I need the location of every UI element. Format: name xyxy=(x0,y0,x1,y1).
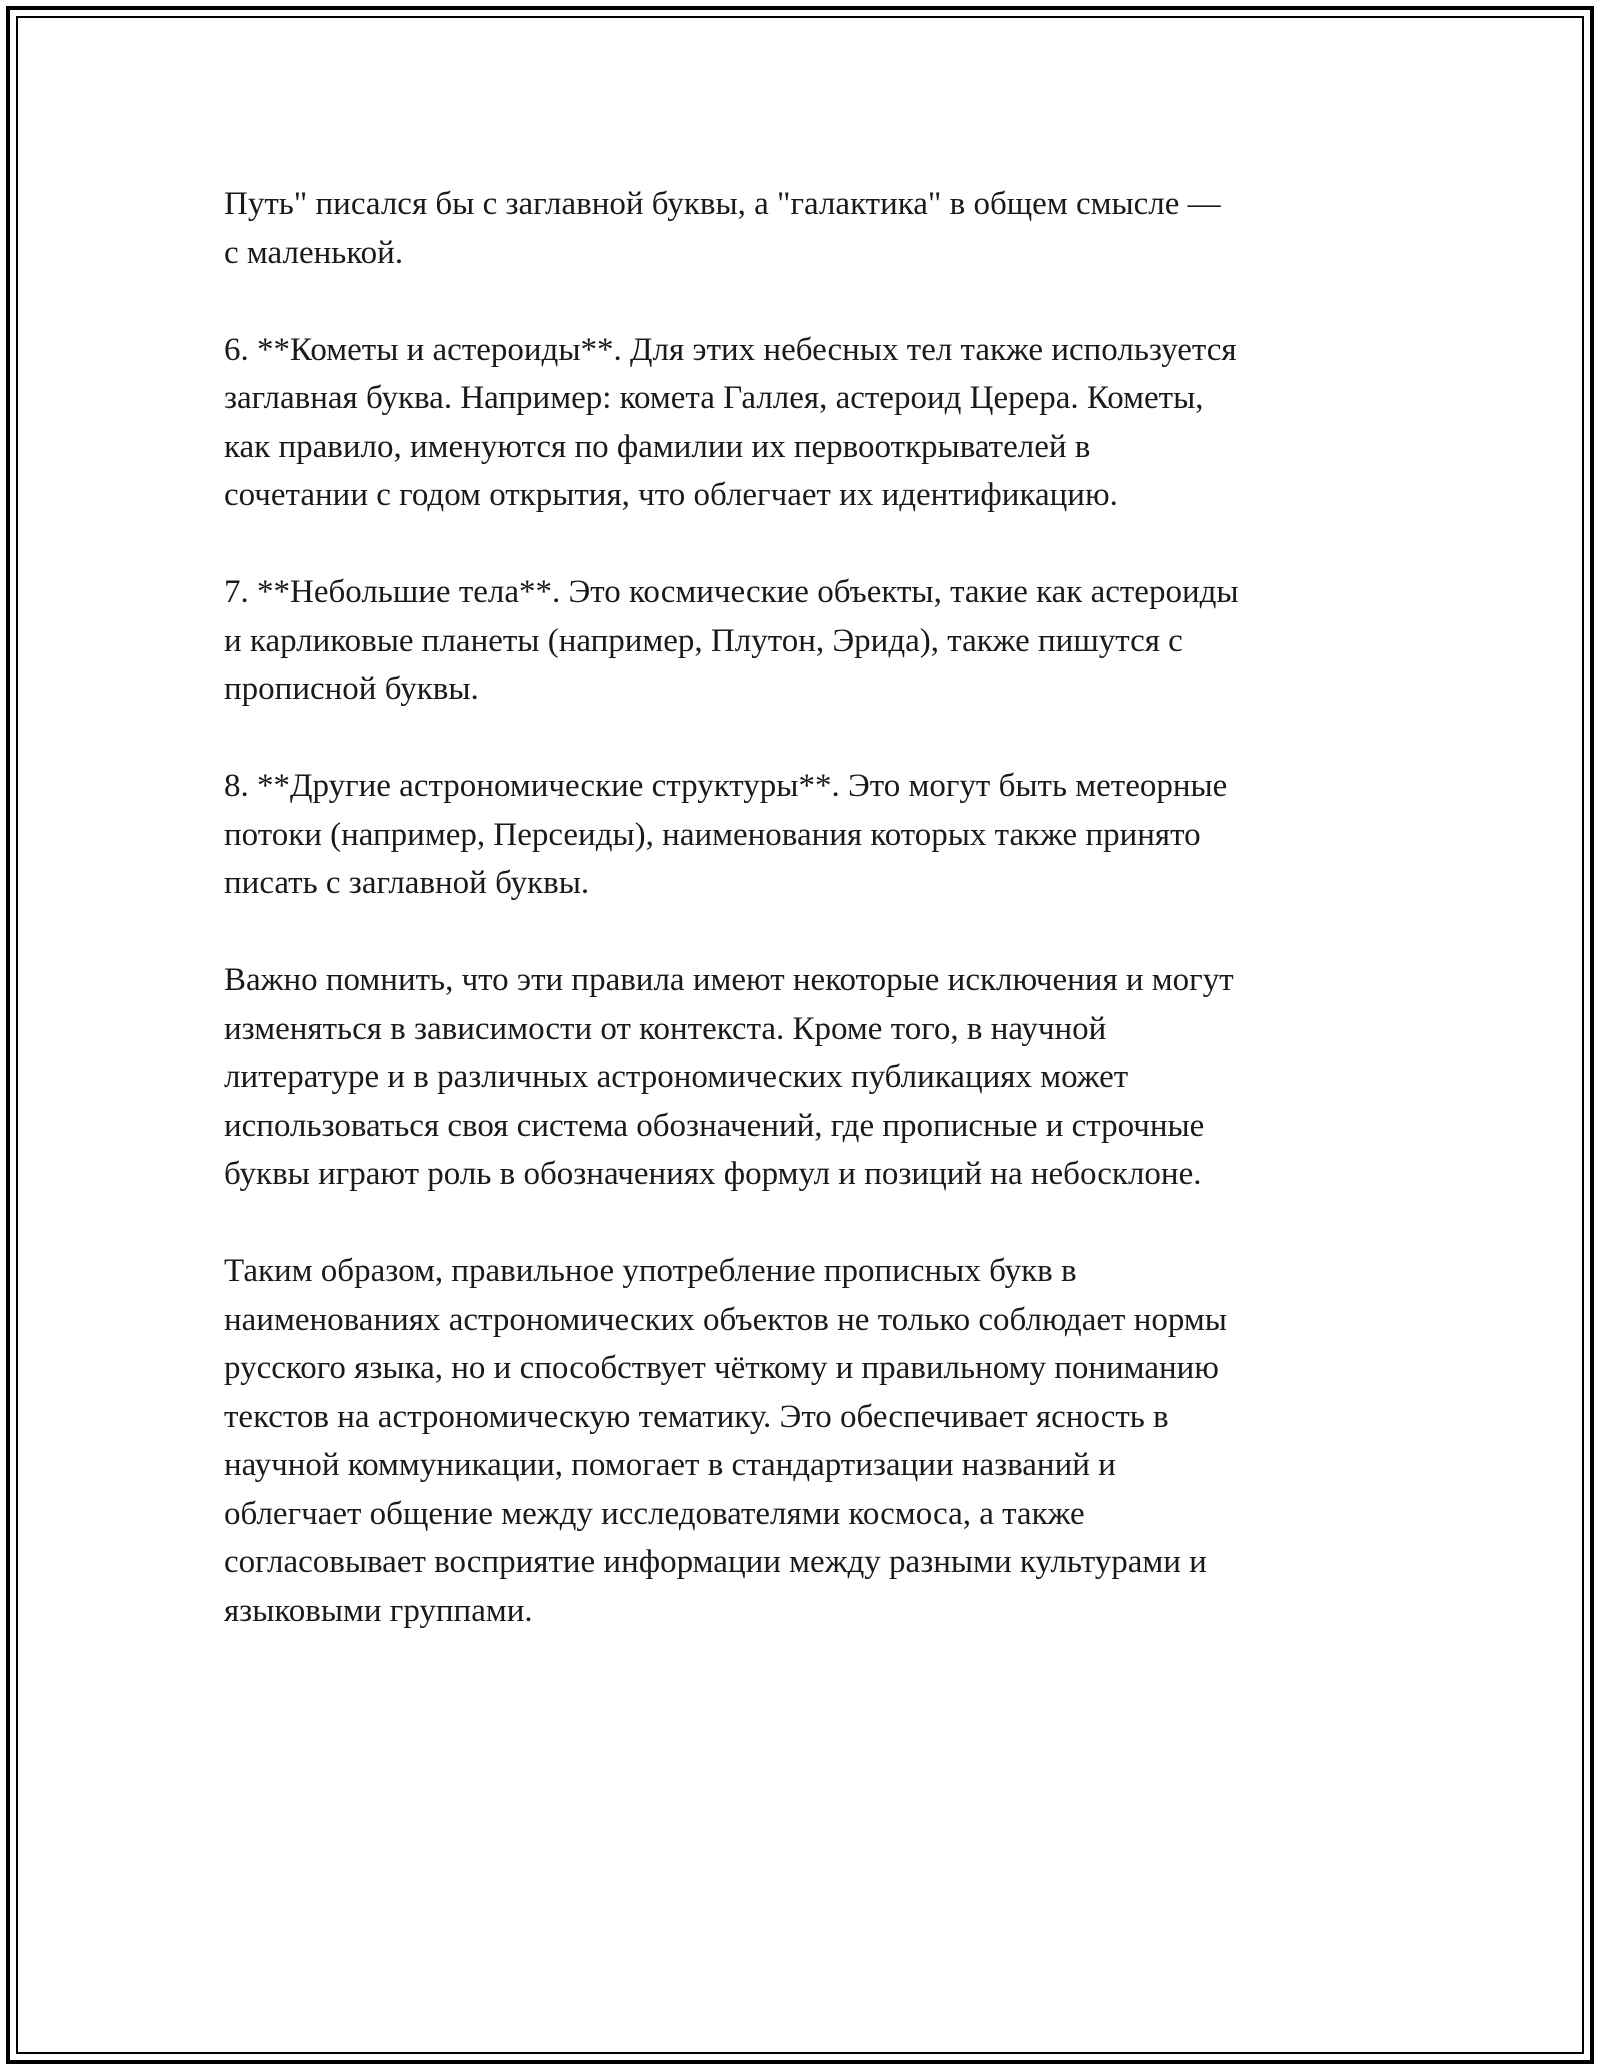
text-line: облегчает общение между исследователями космоса, а также xyxy=(224,1495,1085,1532)
text-line: научной коммуникации, помогает в стандартизации названий и xyxy=(224,1447,1116,1483)
text-line: сочетании с годом открытия, что облегчает их идентификацию. xyxy=(224,477,1118,513)
text-line: Важно помнить, что эти правила имеют некоторые исключения и могут xyxy=(224,962,1234,998)
paragraph-other-structures xyxy=(224,762,1384,908)
text-line: наименованиях астрономических объектов не только соблюдает нормы xyxy=(224,1301,1227,1338)
paragraph-comets-asteroids xyxy=(224,326,1384,520)
paragraph-small-bodies xyxy=(224,568,1384,714)
text-line: буквы играют роль в обозначениях формул и позиций на небосклоне. xyxy=(224,1156,1202,1192)
paragraph-conclusion xyxy=(224,1247,1384,1635)
text-line: Таким образом, правильное употребление прописных букв в xyxy=(224,1253,1077,1289)
text-line: писать с заглавной буквы. xyxy=(224,865,590,901)
text-line: текстов на астрономическую тематику. Это обеспечивает ясность в xyxy=(224,1398,1169,1435)
text-line: русского языка, но и способствует чёткому и правильному пониманию xyxy=(224,1350,1219,1386)
text-line: согласовывает восприятие информации между разными культурами и xyxy=(224,1544,1207,1580)
text-line: заглавная буква. Например: комета Галлея, астероид Церера. Кометы, xyxy=(224,380,1204,416)
text-line: изменяться в зависимости от контекста. Кроме того, в научной xyxy=(224,1010,1107,1047)
text-line: Путь" писался бы с заглавной буквы, а "галактика" в общем смысле — xyxy=(224,186,1221,222)
text-line: языковыми группами. xyxy=(224,1592,533,1629)
text-line: прописной буквы. xyxy=(224,671,479,707)
paragraph-galaxy-note xyxy=(224,180,1384,277)
text-line: литературе и в различных астрономических публикациях может xyxy=(224,1059,1129,1095)
text-line: 7. **Небольшие тела**. Это космические объекты, такие как астероиды xyxy=(224,574,1239,610)
text-line: с маленькой. xyxy=(224,234,404,271)
text-line: 6. **Кометы и астероиды**. Для этих небесных тел также используется xyxy=(224,331,1237,368)
text-line: потоки (например, Персеиды), наименования которых также принято xyxy=(224,816,1201,853)
text-line: как правило, именуются по фамилии их первооткрывателей в xyxy=(224,428,1091,465)
text-line: и карликовые планеты (например, Плутон, Эрида), также пишутся с xyxy=(224,622,1183,659)
text-line: 8. **Другие астрономические структуры**. Это могут быть метеорные xyxy=(224,768,1228,804)
text-line: использоваться своя система обозначений, где прописные и строчные xyxy=(224,1107,1205,1144)
document-body xyxy=(224,180,1384,1684)
paragraph-exceptions xyxy=(224,956,1384,1199)
